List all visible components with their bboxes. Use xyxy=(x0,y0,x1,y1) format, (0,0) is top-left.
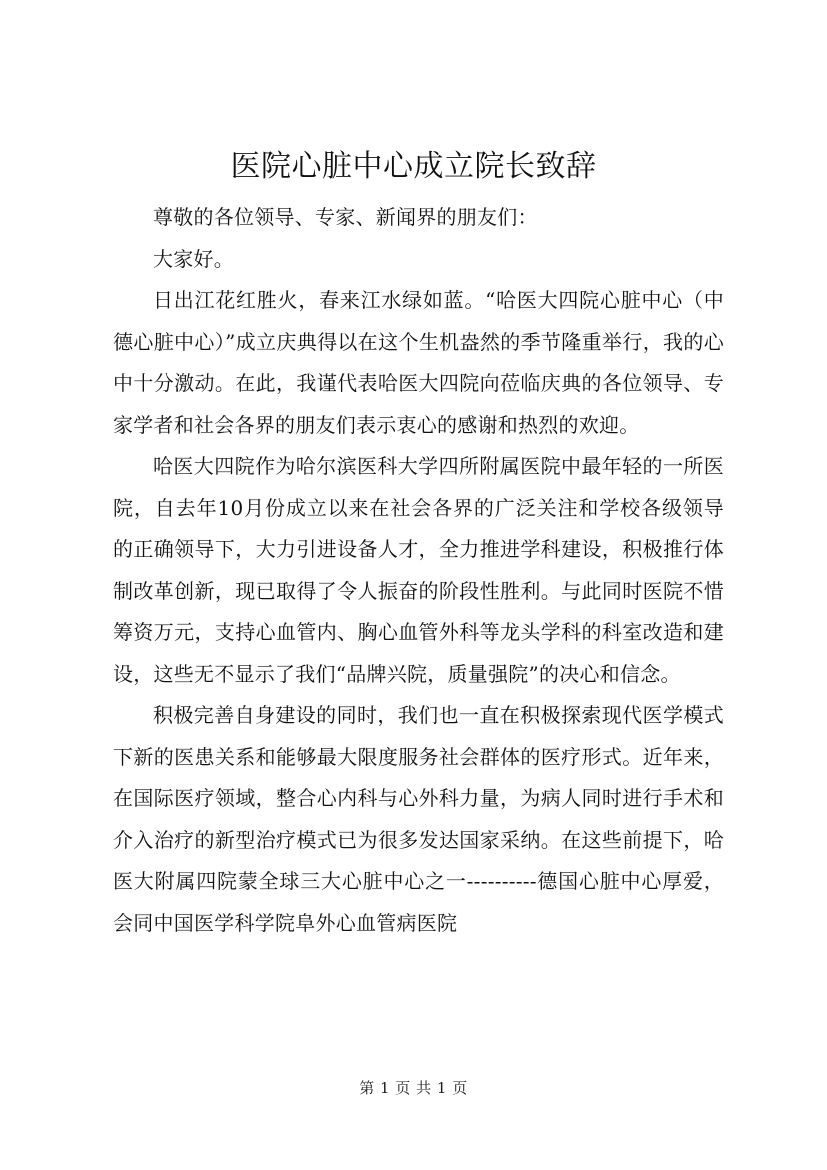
medical-model-paragraph: 积极完善自身建设的同时，我们也一直在积极探索现代医学模式下新的医患关系和能够最大限度服务社会群体的医疗形式。近年来，在国际医疗领域，整合心内科与心外科力量，为病人同时进行手术和介入治疗的新型治疗模式已为很多发达国家采纳。在这些前提下，哈医大附属四院蒙全球三大心脏中心之一----------德国心脏中心厚爱，会同中国医学科学院阜外心血管病医院 xyxy=(113,703,724,935)
hello-paragraph: 大家好。 xyxy=(153,246,234,271)
page-number-footer: 第 1 页 共 1 页 xyxy=(359,1079,468,1097)
document-title: 医院心脏中心成立院长致辞 xyxy=(230,149,597,184)
opening-paragraph: 日出江花红胜火，春来江水绿如蓝。“哈医大四院心脏中心（中德心脏中心）”成立庆典得以在这个生机盎然的季节隆重举行，我的心中十分激动。在此，我谨代表哈医大四院向莅临庆典的各位领导、专家学者和社会各界的朋友们表示衷心的感谢和热烈的欢迎。 xyxy=(113,288,724,437)
hospital-introduction-paragraph: 哈医大四院作为哈尔滨医科大学四所附属医院中最年轻的一所医院，自去年10月份成立以来在社会各界的广泛关注和学校各级领导的正确领导下，大力引进设备人才，全力推进学科建设，积极推行体制改革创新，现已取得了令人振奋的阶段性胜利。与此同时医院不惜筹资万元，支持心血管内、胸心血管外科等龙头学科的科室改造和建设，这些无不显示了我们“品牌兴院，质量强院”的决心和信念。 xyxy=(113,454,724,686)
document-body xyxy=(113,197,724,944)
greeting-paragraph: 尊敬的各位领导、专家、新闻界的朋友们： xyxy=(153,205,538,229)
